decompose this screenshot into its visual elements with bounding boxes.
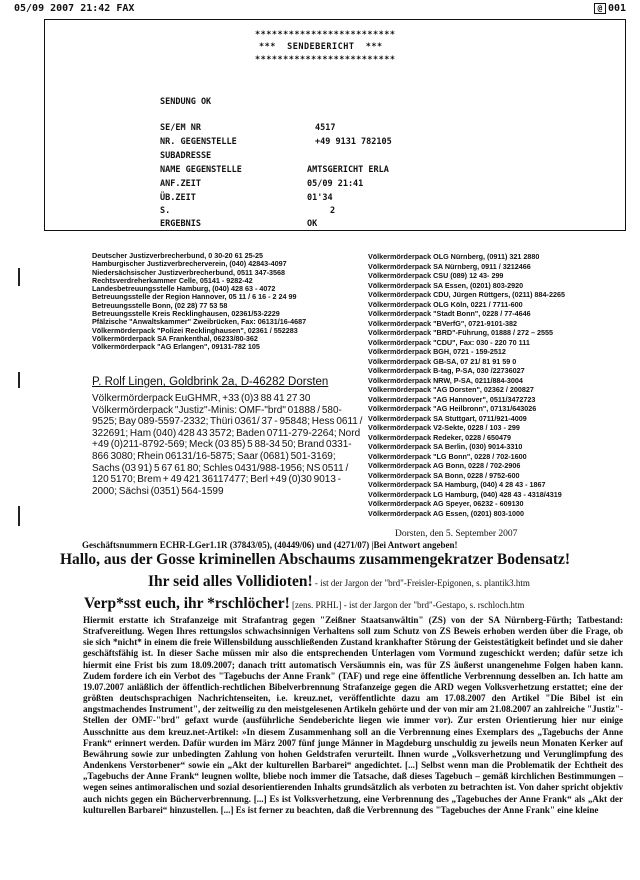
contact-line: Völkermörderpack "CDU", Fax: 030 - 220 70 111 <box>368 337 530 347</box>
fax-page-number <box>594 3 626 14</box>
report-key: SE/EM NR <box>160 123 201 133</box>
contact-line: Deutscher Justizverbrecherbund, 0 30-20 61 25-25 <box>92 252 263 260</box>
fax-margin-mark <box>18 506 20 526</box>
headline-3-note: [zens. PRHL] - ist der Jargon der "brd"-Gestapo, s. rschloch.htm <box>289 600 525 610</box>
contact-line: Völkermörderpack AG Speyer, 06232 - 609130 <box>368 499 524 508</box>
fax-page-label: 001 <box>607 3 626 14</box>
report-key: SUBADRESSE <box>160 151 212 161</box>
contact-line: Völkermörderpack AG Bonn, 0228 / 702-2906 <box>368 461 521 470</box>
body-paragraph: Hiermit erstatte ich Strafanzeige mit Strafantrag gegen "Zeißner Staatsanwältin" (ZS) von der SA Nürnberg-Fürth; Tatbestand: Strafvereitlung. Wegen Ihres rettungslos schwachsinnigen Verhaltens soll zum Schutz von ZS Beweis erhoben werden über die Frage, ob sie sich *nicht* in einem die freie Willensbildung ausschließenden Zustand krankhafter Störung der Geistestätigkeit befindet und sie daher geschäftsfähig ist. In dieser Sache müssen mir also die entsprechenden Unterlagen vom Vormund zugeschickt werden; dafür setze ich hiermit eine Frist bis zum 18.09.2007; danach tritt automatisch Versäumnis ein, was für ZS äußerst unangenehme Folgen haben kann. Zudem fordere ich ein Verbot des "Tagebuchs der Anne Frank" (TAF) und rege eine öffentliche Verbrennung desselben an. Ich hatte am 19.07.2007 anläßlich der öffentlich-rechtlichen Bibelverbrennung Strafanzeige gegen die ARD wegen Volksverhetzung erstattet; eine der größten deutschsprachigen Nachrichtenseiten, i.e. kreuz.net, veröffentlichte dazu am 17.08.2007 den Artikel "Die Bibel ist ein angstmachendes Instrument", der zeitweilig zu den meistgelesenen Artikeln gehörte und der von mir am 21.08.2007 an zahlreiche "Justiz"-Stellen der OMF-"brd" gefaxt wurde (ausführliche Sendeberichte liegen wie immer vor). Zur ersten Orientierung hier nur einige Ausschnitte aus dem kreuz.net-Artikel: »In diesem Zusammenhang soll an die Verbrennung eines Exemplars des „Tagebuchs der Anne Frank“ erinnert werden. Dafür wurden im März 2007 fünf junge Männer in Magdeburg unschuldig zu jeweils neun Monaten Kerker auf Bewährung sowie zur unbedingten Zahlung von hohen Geldstrafen verurteilt. Ihnen wurde „Volksverhetzung und Verunglimpfung des Andenkens Verstorbener“ sowie ein „Akt der kulturellen Barbarei“ angedichtet. [...] Selbst wenn man die Problematik der Echtheit des „Tagebuchs der Anne Frank“ leugnen wollte, bliebe noch immer die Tatsache, daß dieses Tagebuch – gemäß kirchlichen Bestimmungen – wegen seines antimoralischen und sozial desorientierenden Inhalts grundsätzlich als verboten zu betrachten ist. Von daher spricht objektiv auch nichts gegen ein Bücherverbrennung. [...] Es ist Volksverhetzung, eine Verbrennung des „Tagebuches der Anne Frank“ als „Akt der kulturellen Barbarei“ hinzustellen. [...] Es ist ferner zu beachten, daß die Verbrennung des "Tagebuches der Anne Frank" eine kleine <box>83 615 623 815</box>
contact-line: Völkermörderpack Redeker, 0228 / 650479 <box>368 432 512 442</box>
headline-1: Hallo, aus der Gosse kriminellen Abschaums zusammengekratzer Bodensatz! <box>60 551 571 568</box>
contact-line: Niedersächsischer Justizverbrecherbund, 0511 347-3568 <box>92 268 285 277</box>
contact-line: Völkermörderpack "AG Dorsten", 02362 / 200827 <box>368 385 534 394</box>
report-value: +49 9131 782105 <box>315 137 392 147</box>
contact-line: Völkermörderpack CDU, Jürgen Rüttgers, (0211) 884-2265 <box>368 290 565 299</box>
contact-line: Völkermörderpack B-tag, P-SA, 030 /22736027 <box>368 366 525 375</box>
letterhead-right-list <box>368 252 632 518</box>
contact-line: Völkermörderpack GB-SA, 07 21/ 81 91 59 0 <box>368 356 517 366</box>
report-value: 01'34 <box>307 193 333 203</box>
sender-name: P. Rolf Lingen, Goldbrink 2a, D-46282 Dorsten <box>92 376 329 388</box>
contact-line: Völkermörderpack "AG Erlangen", 09131-782 105 <box>92 343 260 352</box>
fax-margin-mark <box>18 372 20 388</box>
report-value: 2 <box>330 206 336 216</box>
report-title: *** SENDEBERICHT *** <box>259 42 383 52</box>
contact-line: Betreuungsstelle Kreis Recklinghausen, 02361/53-2229 <box>92 310 280 319</box>
contact-line: Völkermörderpack SA Nürnberg, 0911 / 3212466 <box>368 261 531 271</box>
fax-margin-mark <box>18 268 20 286</box>
letter-date: Dorsten, den 5. September 2007 <box>395 529 518 539</box>
contact-line: Völkermörderpack LG Hamburg, (040) 428 43 - 4318/4319 <box>368 489 562 499</box>
report-value: 4517 <box>315 123 336 133</box>
contact-line: Völkermörderpack CSU (089) 12 43- 299 <box>368 271 504 280</box>
contact-line: Betreuungsstelle der Region Hannover, 05 11 / 6 16 - 2 24 99 <box>92 293 297 302</box>
contact-line: Rechtsverdreherkammer Celle, 05141 - 9282-42 <box>92 276 253 285</box>
contact-line: Völkermörderpack SA Bonn, 0228 / 9752-600 <box>368 470 520 480</box>
report-value: 05/09 21:41 <box>307 179 364 189</box>
headline-2-note: - ist der Jargon der "brd"-Freisler-Epigonen, s. plantik3.htm <box>312 578 530 588</box>
report-key: NR. GEGENSTELLE <box>160 137 237 147</box>
contact-line: Völkermörderpack "LG Bonn", 0228 / 702-1600 <box>368 451 527 461</box>
sender-contacts: Völkermörderpack EuGHMR, +33 (0)3 88 41 27 30 Völkermörderpack "Justiz"-Minis: OMF-"brd" 01888 / 580-9525; Bay 089-5597-2332; Thüri 0361/ 37 - 95848; Hess 0611 / 322691; Ham (040) 428 43 3572; Baden 0711-279-2264; Nord +49 (0)211-8792-569; Meck (03 85) 5 88-34 50; Brand 0331-866 3080; Rhein 06131/16-5875; Saar (0681) 501-3169; Sachs (03 91) 5 67 61 80; Schles 0431/988-1956; NS 0511 / 120 5170; Brem + 49 421 36117477; Berl +49 (0)30 9013 - 2000; Sächsi (0351) 564-1599 <box>92 393 363 497</box>
contact-line: Völkermörderpack AG Essen, (0201) 803-1000 <box>368 508 524 518</box>
contact-line: Völkermörderpack "AG Heilbronn", 07131/643026 <box>368 404 537 413</box>
headline-3: Verp*sst euch, ihr *rschlöcher! <box>84 595 290 612</box>
letterhead-left-list <box>92 252 354 352</box>
contact-line: Völkermörderpack SA Berlin, (030) 9014-3310 <box>368 442 523 451</box>
contact-line: Hamburgischer Justizverbrecherverein, (040) 42843-4097 <box>92 260 287 269</box>
case-numbers: Geschäftsnummern ECHR-LGer1.1R (37843/05), (40449/06) und (4271/07) |Bei Antwort angeben! <box>82 540 458 550</box>
contact-line: Landesbetreuungsstelle Hamburg, (040) 428 63 - 4072 <box>92 285 276 294</box>
report-key: ANF.ZEIT <box>160 179 201 189</box>
contact-line: Betreuungsstelle Bonn, (02 28) 77 53 58 <box>92 301 228 310</box>
fax-header <box>14 3 626 17</box>
contact-line: Völkermörderpack SA Stuttgart, 0711/921-4009 <box>368 413 527 423</box>
headline-2-line <box>148 573 530 591</box>
contact-line: Völkermörderpack SA Essen, (0201) 803-2920 <box>368 280 524 290</box>
report-stars-bottom: ************************* <box>255 55 396 65</box>
contact-line: Völkermörderpack SA Hamburg, (040) 4 28 43 - 1867 <box>368 480 546 489</box>
report-key: NAME GEGENSTELLE <box>160 165 242 175</box>
transmission-report <box>44 19 626 231</box>
report-value: AMTSGERICHT ERLA <box>307 165 389 175</box>
contact-line: Völkermörderpack OLG Köln, 0221 / 7711-600 <box>368 299 523 309</box>
contact-line: Völkermörderpack "BVerfG", 0721-9101-382 <box>368 318 518 328</box>
contact-line: Völkermörderpack OLG Nürnberg, (0911) 321 2880 <box>368 252 540 261</box>
page-icon: @ <box>594 3 606 14</box>
headline-2: Ihr seid alles Vollidioten! <box>148 573 313 590</box>
report-stars-top: ************************* <box>255 30 396 40</box>
contact-line: Völkermörderpack "BRD"-Führung, 01888 / 272 – 2555 <box>368 328 553 337</box>
letter-body <box>83 615 623 816</box>
report-status: SENDUNG OK <box>160 97 212 107</box>
fax-header-datetime: 05/09 2007 21:42 FAX <box>14 3 135 14</box>
headline-3-line <box>84 595 524 613</box>
contact-line: Völkermörderpack BGH, 0721 - 159-2512 <box>368 347 506 356</box>
report-key: ÜB.ZEIT <box>160 193 196 203</box>
report-key: ERGEBNIS <box>160 219 201 229</box>
contact-line: Völkermörderpack SA Frankenthal, 06233/80-362 <box>92 334 258 343</box>
report-value: OK <box>307 219 318 229</box>
contact-line: Völkermörderpack V2-Sekte, 0228 / 103 - 299 <box>368 423 520 432</box>
contact-line: Völkermörderpack NRW, P-SA, 0211/884-3004 <box>368 375 523 385</box>
contact-line: Völkermörderpack "Stadt Bonn", 0228 / 77-4646 <box>368 309 531 318</box>
contact-line: Völkermörderpack "AG Hannover", 0511/3472723 <box>368 394 536 404</box>
report-key: S. <box>160 206 171 216</box>
contact-line: Völkermörderpack "Polizei Recklinghausen", 02361 / 552283 <box>92 326 298 335</box>
contact-line: Pfälzische "Anwaltskammer" Zweibrücken, Fax: 06131/16-4687 <box>92 318 307 327</box>
